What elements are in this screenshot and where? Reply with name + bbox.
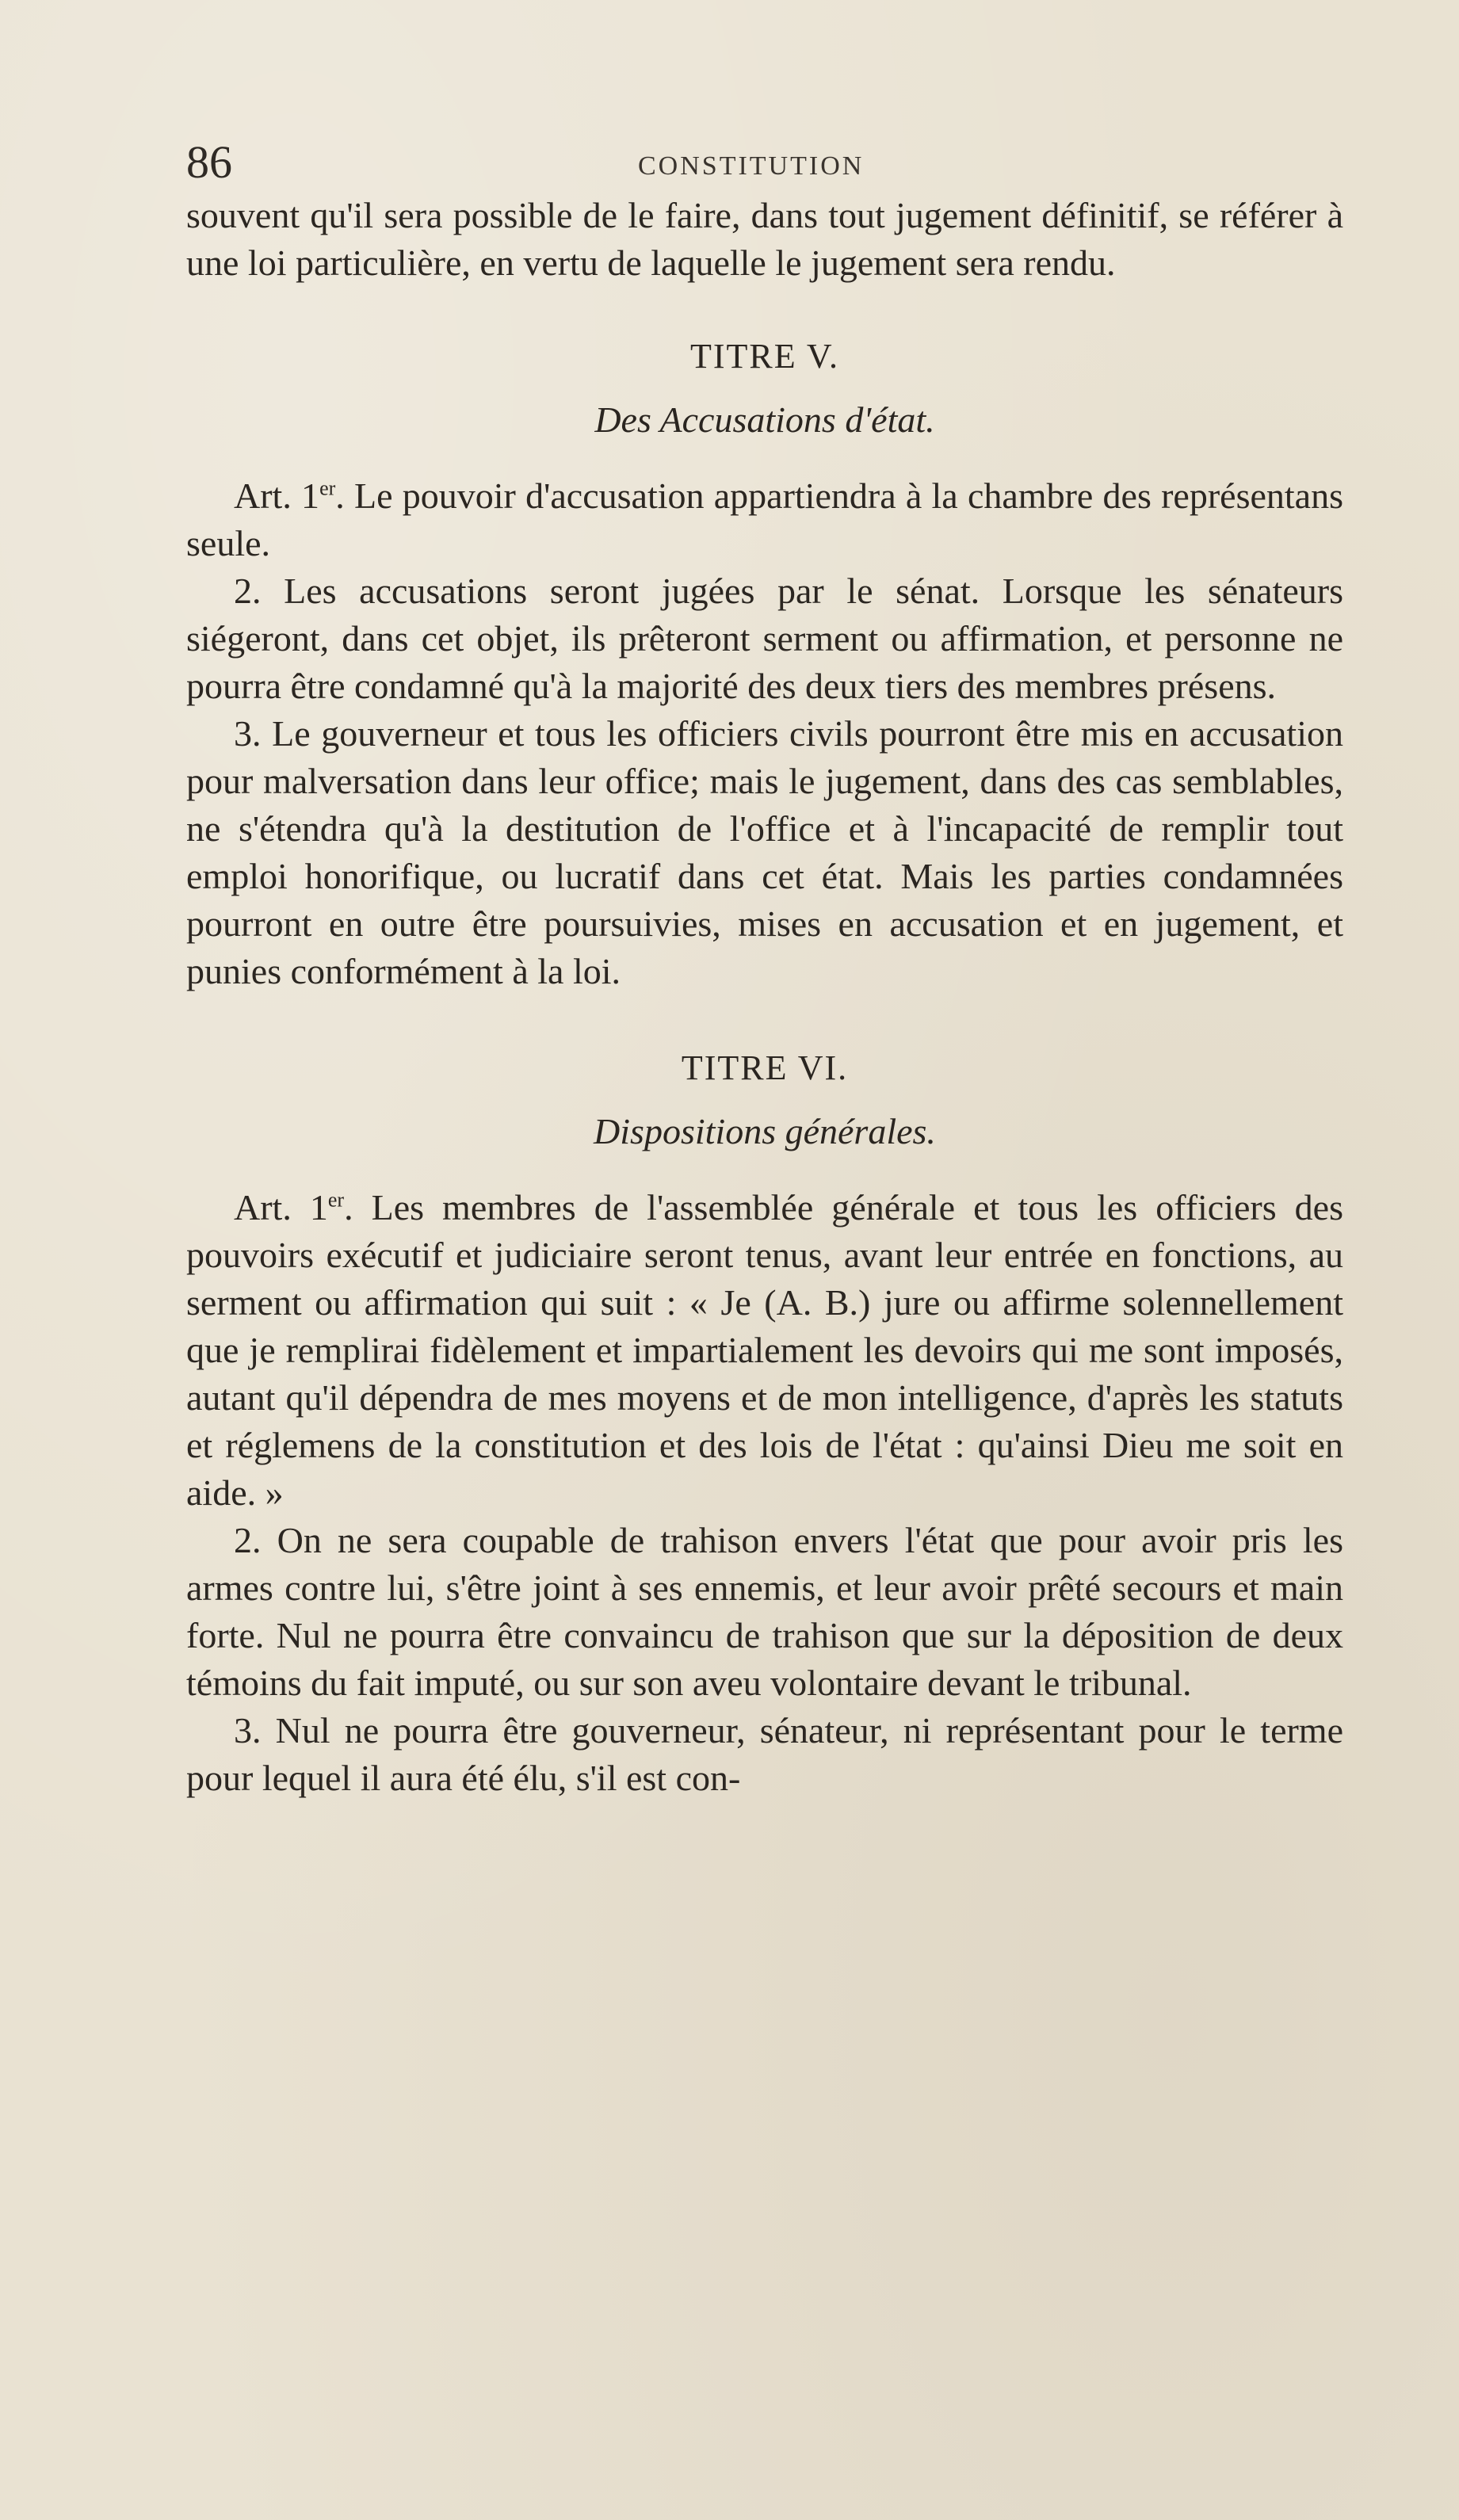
titre-vi-heading: TITRE VI. <box>681 1048 849 1087</box>
titre-vi-article-3: 3. Nul ne pourra être gouverneur, sénateur, ni représentant pour le terme pour lequel il aura été élu, s'il est con- <box>186 1710 1343 1798</box>
titre-v-article-3: 3. Le gouverneur et tous les officiers civils pourront être mis en accusation pour malversation dans leur office; mais le jugement, dans des cas semblables, ne s'étendra qu'à la destitution de l'office et à l'incapacité de remplir tout emploi honorifique, ou lucratif dans cet état. Mais les parties condamnées pourront en outre être poursuivies, mises en accusation et en jugement, et punies conformément à la loi. <box>186 713 1343 991</box>
article-number: Art. 1 <box>234 475 320 516</box>
article-number: Art. 1 <box>234 1187 328 1228</box>
titre-v-article-2: 2. Les accusations seront jugées par le sénat. Lorsque les sénateurs siégeront, dans cet objet, ils prêteront serment ou affirmation, et personne ne pourra être condamné qu'à la majorité des deux tiers des membres présens. <box>186 571 1343 706</box>
titre-vi-article-1 <box>186 1184 1343 1517</box>
article-text: . Le pouvoir d'accusation appartiendra à la chambre des représentans seule. <box>186 475 1343 563</box>
titre-vi-subtitle: Dispositions générales. <box>594 1111 936 1151</box>
titre-v-heading: TITRE V. <box>690 337 839 376</box>
titre-v-subtitle: Des Accusations d'état. <box>594 399 935 440</box>
page-content <box>186 135 1343 1802</box>
article-text: . Les membres de l'assemblée générale et tous les officiers des pouvoirs exécutif et judiciaire seront tenus, avant leur entrée en fonctions, au serment ou affirmation qui suit : « Je (A. B.) jure ou affirme solennellement que je remplirai fidèlement et impartialement les devoirs qui me sont imposés, autant qu'il dépendra de mes moyens et de mon intelligence, d'après les statuts et réglemens de la constitution et des lois de l'état : qu'ainsi Dieu me soit en aide. » <box>186 1187 1343 1513</box>
article-number-suffix: er <box>319 476 336 500</box>
titre-v-article-1 <box>186 472 1343 567</box>
page-number: 86 <box>186 136 232 188</box>
running-title: CONSTITUTION <box>638 151 865 181</box>
titre-vi-article-2: 2. On ne sera coupable de trahison envers l'état que pour avoir pris les armes contre lui, s'être joint à ses ennemis, et leur avoir prêté secours et main forte. Nul ne pourra être convaincu de trahison que sur la déposition de deux témoins du fait imputé, ou sur son aveu volontaire devant le tribunal. <box>186 1520 1343 1703</box>
article-number-suffix: er <box>327 1188 345 1212</box>
running-head <box>186 135 1343 190</box>
continuation-paragraph: souvent qu'il sera possible de le faire, dans tout jugement définitif, se référer à une loi particulière, en vertu de laquelle le jugement sera rendu. <box>186 195 1343 283</box>
